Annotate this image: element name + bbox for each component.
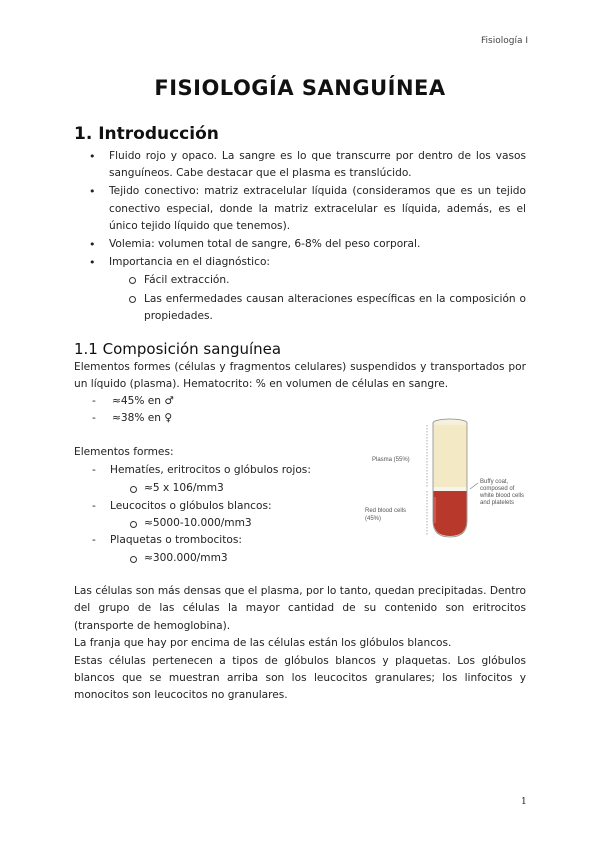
buffy-label-4: and platelets: [480, 500, 515, 506]
blood-tube-figure: [362, 411, 542, 541]
bullet-item: • Volemia: volumen total de sangre, 6-8% del peso corporal.: [74, 236, 526, 253]
buffy-label-1: Buffy coat,: [480, 479, 509, 485]
closing-paragraph: Las células son más densas que el plasma, por lo tanto, quedan precipitadas. Dentro del grupo de las células la mayor cantidad de su contenido son eritrocitos (transporte de hemoglobina).: [74, 585, 526, 632]
buffy-coat-layer: [434, 487, 467, 491]
bullet-item: • Fluido rojo y opaco. La sangre es lo que transcurre por dentro de los vasos sanguíneos. Cabe destacar que el plasma es translúcido.: [74, 148, 526, 182]
formed-elements-title: Elementos formes:: [74, 446, 174, 458]
bullet-item: • Tejido conectivo: matriz extracelular líquida (consideramos que es un tejido conectivo especial, donde la matriz extracelular es líquida, además, es el único tejido líquido que tenemos).: [74, 183, 526, 235]
section-heading-composicion: 1.1 Composición sanguínea: [74, 340, 282, 358]
closing-paragraphs: [74, 583, 526, 705]
page-title: FISIOLOGÍA SANGUÍNEA: [154, 76, 446, 100]
composition-paragraph: Elementos formes (células y fragmentos celulares) suspendidos y transportados por un líquido (plasma). Hematocrito: % en volumen de células en sangre.: [74, 361, 526, 391]
running-header: Fisiología I: [481, 36, 528, 46]
buffy-label-2: composed of: [480, 486, 515, 492]
red-cell-layer: [434, 491, 467, 536]
buffy-pointer: [470, 483, 478, 489]
rbc-label-1: Red blood cells: [365, 508, 407, 514]
sub-bullet-item: Las enfermedades causan alteraciones específicas en la composición o propiedades.: [74, 291, 526, 325]
page-number: 1: [521, 797, 527, 807]
closing-paragraph: La franja que hay por encima de las células están los glóbulos blancos.: [74, 637, 452, 650]
buffy-label-3: white blood cells: [480, 493, 525, 499]
closing-paragraph: Estas células pertenecen a tipos de glóbulos blancos y plaquetas. Los glóbulos blancos que se muestran arriba son los leucocitos granulares; los linfocitos y monocitos son leucocitos no granulares.: [74, 654, 526, 702]
bullet-item: • Importancia en el diagnóstico:: [74, 254, 526, 271]
rbc-label-2: (45%): [365, 516, 382, 522]
plasma-layer: [434, 425, 467, 487]
section-heading-introduccion: 1. Introducción: [74, 124, 219, 144]
sub-bullet-item: Fácil extracción.: [74, 272, 526, 289]
intro-bullet-list: [74, 148, 526, 326]
plasma-label: Plasma (55%): [372, 457, 410, 463]
